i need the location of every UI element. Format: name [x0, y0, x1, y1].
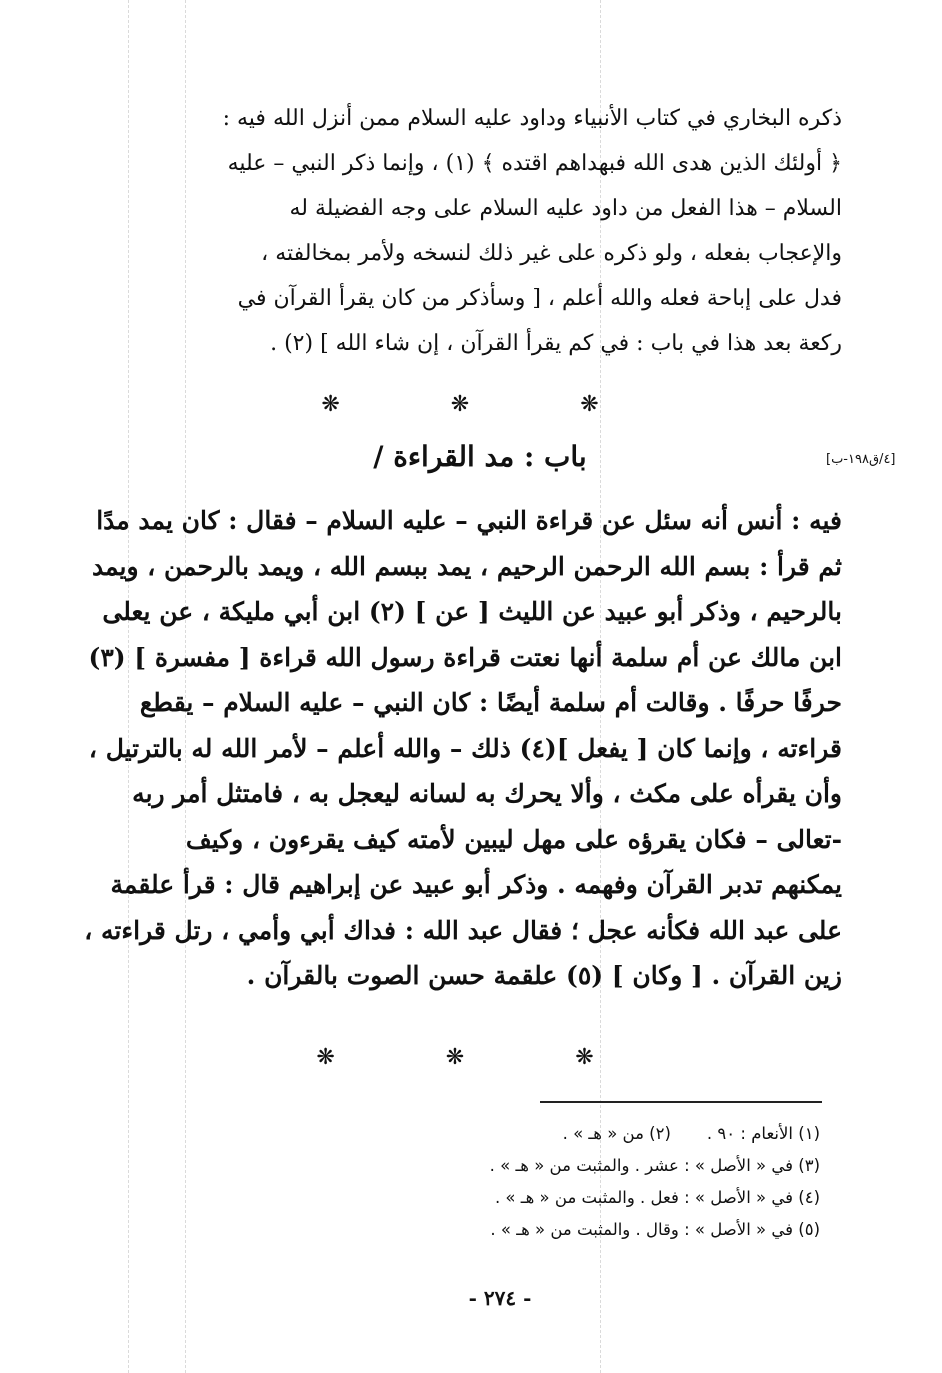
- chapter-heading: باب : مد القراءة /: [373, 440, 587, 473]
- footnote-3: (٣) في « الأصل » : عشر . والمثبت من « هـ » .: [489, 1156, 820, 1175]
- text-line: ابن مالك عن أم سلمة أنها نعتت قراءة رسول الله قراءة [ مفسرة ] (٣): [88, 642, 842, 672]
- manuscript-folio-reference: [٤/ق١٩٨-ب]: [826, 452, 896, 467]
- text-line: وأن يقرأه على مكث ، وألا يحرك به لسانه ليعجل به ، فامتثل أمر ربه: [132, 779, 842, 808]
- text-line: على عبد الله فكأنه عجل ؛ فقال عبد الله : فداك أبي وأمي ، رتل قراءته ،: [84, 915, 842, 945]
- text-line: ثم قرأ : بسم الله الرحمن الرحيم ، يمد ببسم الله ، ويمد بالرحمن ، ويمد: [91, 551, 842, 581]
- text-line: حرفًا حرفًا . وقالت أم سلمة أيضًا : كان النبي – عليه السلام – يقطع: [139, 688, 842, 717]
- text-line: ﴿ أولئك الذين هدى الله فبهداهم اقتده ﴾ (١) ، وإنما ذكر النبي – عليه: [227, 151, 842, 176]
- text-line: -تعالى – فكان يقرؤه على مهل ليبين لأمته كيف يقرءون ، وكيف: [185, 824, 842, 854]
- footnote-5: (٥) في « الأصل » : وقال . والمثبت من « هـ » .: [490, 1220, 820, 1239]
- footnote-row: [380, 1118, 820, 1150]
- footnote-1: (١) الأنعام : ٩٠ .: [706, 1124, 820, 1143]
- footnote-4: (٤) في « الأصل » : فعل . والمثبت من « هـ » .: [494, 1188, 820, 1207]
- text-line: ذكره البخاري في كتاب الأنبياء وداود عليه السلام ممن أنزل الله فيه :: [222, 106, 842, 131]
- footnote-divider: [540, 1101, 822, 1103]
- text-line: السلام – هذا الفعل من داود عليه السلام على وجه الفضيلة له: [289, 196, 842, 221]
- footnotes: [380, 1118, 820, 1246]
- text-line: فيه : أنس أنه سئل عن قراءة النبي – عليه السلام – فقال : كان يمد مدًا: [96, 506, 842, 535]
- text-line: يمكنهم تدبر القرآن وفهمه . وذكر أبو عبيد عن إبراهيم قال : قرأ علقمة: [110, 870, 842, 899]
- paragraph-2: [84, 498, 842, 999]
- text-line: بالرحيم ، وذكر أبو عبيد عن الليث [ عن ] (٢) ابن أبي مليكة ، عن يعلى: [102, 597, 842, 626]
- text-line: زين القرآن . [ وكان ] (٥) علقمة حسن الصوت بالقرآن .: [246, 961, 842, 990]
- scan-artifact-line: [128, 0, 129, 1373]
- text-line: فدل على إباحة فعله والله أعلم ، [ وسأذكر من كان يقرأ القرآن في: [237, 286, 842, 311]
- footnote-2: (٢) من « هـ » .: [562, 1124, 671, 1143]
- paragraph-1: [130, 96, 842, 366]
- section-separator: ❋ ❋ ❋: [316, 1045, 646, 1070]
- text-line: والإعجاب بفعله ، ولو ذكره على غير ذلك لنسخه ولأمر بمخالفته ،: [261, 241, 842, 266]
- text-line: قراءته ، وإنما كان [ يفعل ](٤) ذلك – والله أعلم – لأمر الله له بالترتيل ،: [88, 733, 842, 763]
- section-separator: ❋ ❋ ❋: [321, 392, 651, 417]
- text-line: ركعة بعد هذا في باب : في كم يقرأ القرآن ، إن شاء الله ] (٢) .: [270, 331, 842, 356]
- page-number: - ٢٧٤ -: [468, 1286, 532, 1310]
